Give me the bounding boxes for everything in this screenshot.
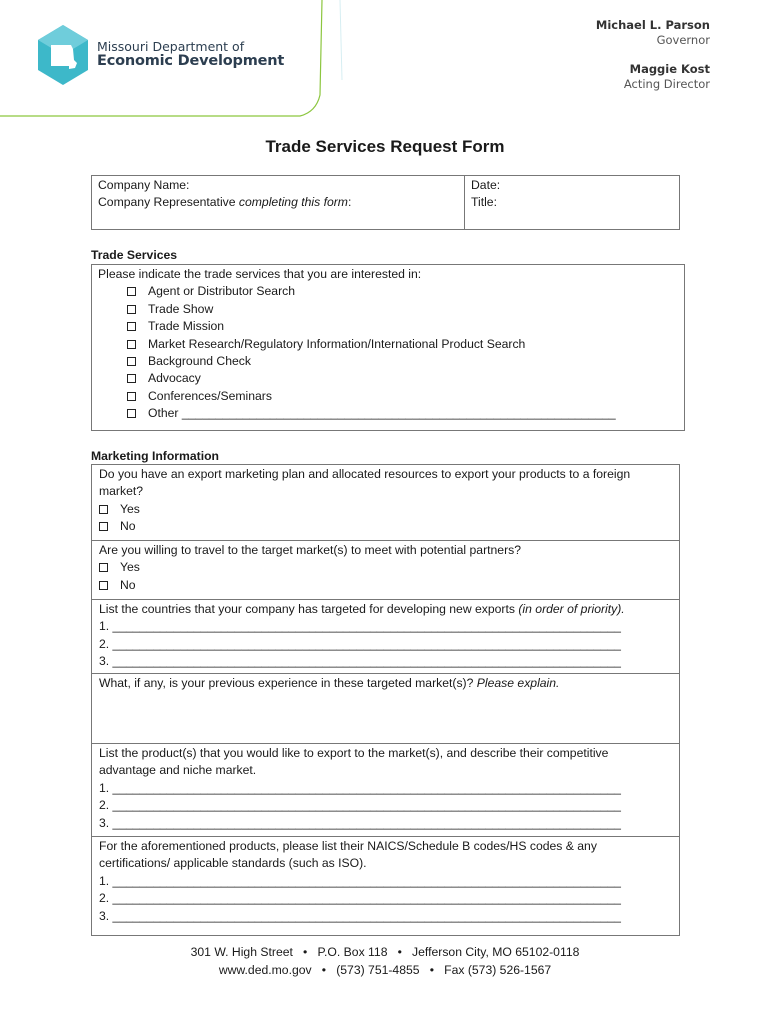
- company-info-table: [91, 175, 680, 230]
- q2-cell: [92, 540, 679, 599]
- marketing-heading: Marketing Information: [91, 449, 219, 463]
- q1-no[interactable]: [99, 518, 672, 535]
- checkbox[interactable]: [127, 409, 136, 418]
- company-rep-colon: :: [347, 195, 352, 210]
- q6-cell: [92, 836, 679, 936]
- marketing-box: [91, 464, 680, 936]
- q6-line2: certifications/ applicable standards (such as ISO).: [99, 856, 367, 871]
- q6-line1: For the aforementioned products, please list their NAICS/Schedule B codes/HS codes & any: [99, 839, 597, 853]
- option-label: Trade Mission: [148, 319, 225, 334]
- option-label: Trade Show: [148, 301, 214, 316]
- director-title: Acting Director: [623, 77, 710, 91]
- agency-name-line2: Economic Development: [97, 52, 285, 69]
- q5-line1: List the product(s) that you would like to export to the market(s), and describe their competitive: [99, 746, 609, 760]
- company-rep-field[interactable]: [98, 194, 351, 211]
- option-label: Advocacy: [148, 371, 201, 386]
- q4-text: [99, 675, 672, 692]
- governor-title: Governor: [656, 33, 710, 47]
- agency-name: [97, 40, 284, 70]
- footer-contact: www.ded.mo.gov • (573) 751-4855 • Fax (573) 526-1567: [218, 963, 552, 977]
- q5-cell: [92, 743, 679, 836]
- option-market-research[interactable]: [98, 336, 616, 353]
- q3-label: List the countries that your company has targeted for developing new exports: [99, 602, 519, 616]
- director-name: Maggie Kost: [629, 62, 710, 76]
- q6-blank-1[interactable]: 1. ___________________________________________________________________________: [99, 873, 621, 888]
- q3-italic: (in order of priority).: [518, 602, 625, 616]
- option-label: Background Check: [148, 354, 251, 369]
- date-field[interactable]: Date:: [471, 178, 501, 192]
- option-trade-mission[interactable]: [98, 318, 616, 335]
- company-rep-label: Company Representative: [98, 195, 239, 210]
- title-field[interactable]: Title:: [471, 195, 497, 210]
- checkbox[interactable]: [99, 522, 108, 531]
- q4-label: What, if any, is your previous experience in these targeted market(s)?: [99, 676, 477, 690]
- footer: [0, 943, 770, 979]
- q3-blank-2[interactable]: 2. ___________________________________________________________________________: [99, 636, 621, 651]
- checkbox[interactable]: [127, 357, 136, 366]
- trade-services-intro: Please indicate the trade services that you are interested in:: [98, 267, 422, 281]
- accent-line-light: [340, 0, 342, 80]
- checkbox[interactable]: [127, 340, 136, 349]
- officials-block: [596, 18, 710, 92]
- governor-name: Michael L. Parson: [595, 18, 710, 32]
- q1-cell: [92, 465, 679, 540]
- q3-blank-1[interactable]: 1. ___________________________________________________________________________: [99, 619, 621, 634]
- q4-italic: Please explain.: [476, 676, 560, 690]
- option-label: Agent or Distributor Search: [148, 284, 295, 299]
- option-agent-search[interactable]: [98, 283, 616, 300]
- yes-label: Yes: [120, 501, 140, 516]
- yes-label: Yes: [120, 560, 140, 575]
- no-label: No: [120, 519, 136, 534]
- q1-yes[interactable]: [99, 501, 672, 518]
- q2-text: Are you willing to travel to the target market(s) to meet with potential partners?: [99, 543, 522, 557]
- option-label: Market Research/Regulatory Information/International Product Search: [148, 336, 526, 351]
- q3-cell: [92, 599, 679, 673]
- option-trade-show[interactable]: [98, 301, 616, 318]
- option-other[interactable]: [98, 405, 616, 422]
- q5-blank-3[interactable]: 3. ___________________________________________________________________________: [99, 815, 621, 830]
- company-name-field[interactable]: Company Name:: [98, 178, 190, 192]
- checkbox[interactable]: [127, 305, 136, 314]
- missouri-logo-icon: [38, 25, 88, 85]
- checkbox[interactable]: [127, 322, 136, 331]
- trade-services-box: [91, 264, 685, 431]
- q1-line2: market?: [99, 484, 144, 499]
- option-label: Conferences/Seminars: [148, 388, 272, 403]
- checkbox[interactable]: [127, 374, 136, 383]
- q4-cell[interactable]: [92, 673, 679, 743]
- agency-name-line1: Missouri Department of: [97, 39, 245, 54]
- q3-blank-3[interactable]: 3. ___________________________________________________________________________: [99, 654, 621, 669]
- checkbox[interactable]: [99, 581, 108, 590]
- company-rep-italic: completing this form: [238, 195, 348, 210]
- option-advocacy[interactable]: [98, 370, 616, 387]
- checkbox[interactable]: [127, 287, 136, 296]
- checkbox[interactable]: [127, 392, 136, 401]
- q5-blank-2[interactable]: 2. ___________________________________________________________________________: [99, 798, 621, 813]
- q5-blank-1[interactable]: 1. ___________________________________________________________________________: [99, 780, 621, 795]
- q1-line1: Do you have an export marketing plan and allocated resources to export your products to a foreign: [99, 467, 631, 481]
- trade-services-heading: Trade Services: [91, 248, 178, 262]
- q3-text: [99, 601, 672, 618]
- checkbox[interactable]: [99, 563, 108, 572]
- q6-blank-3[interactable]: 3. ___________________________________________________________________________: [99, 908, 621, 923]
- form-title: Trade Services Request Form: [265, 137, 505, 156]
- no-label: No: [120, 577, 136, 592]
- option-background-check[interactable]: [98, 353, 616, 370]
- checkbox[interactable]: [99, 505, 108, 514]
- q2-yes[interactable]: [99, 559, 672, 576]
- q2-no[interactable]: [99, 577, 672, 594]
- footer-address: 301 W. High Street • P.O. Box 118 • Jefferson City, MO 65102-0118: [190, 945, 580, 959]
- option-conferences[interactable]: [98, 388, 616, 405]
- q5-line2: advantage and niche market.: [99, 763, 257, 778]
- q6-blank-2[interactable]: 2. ___________________________________________________________________________: [99, 891, 621, 906]
- option-label: Other ________________________________________________________________: [148, 406, 616, 421]
